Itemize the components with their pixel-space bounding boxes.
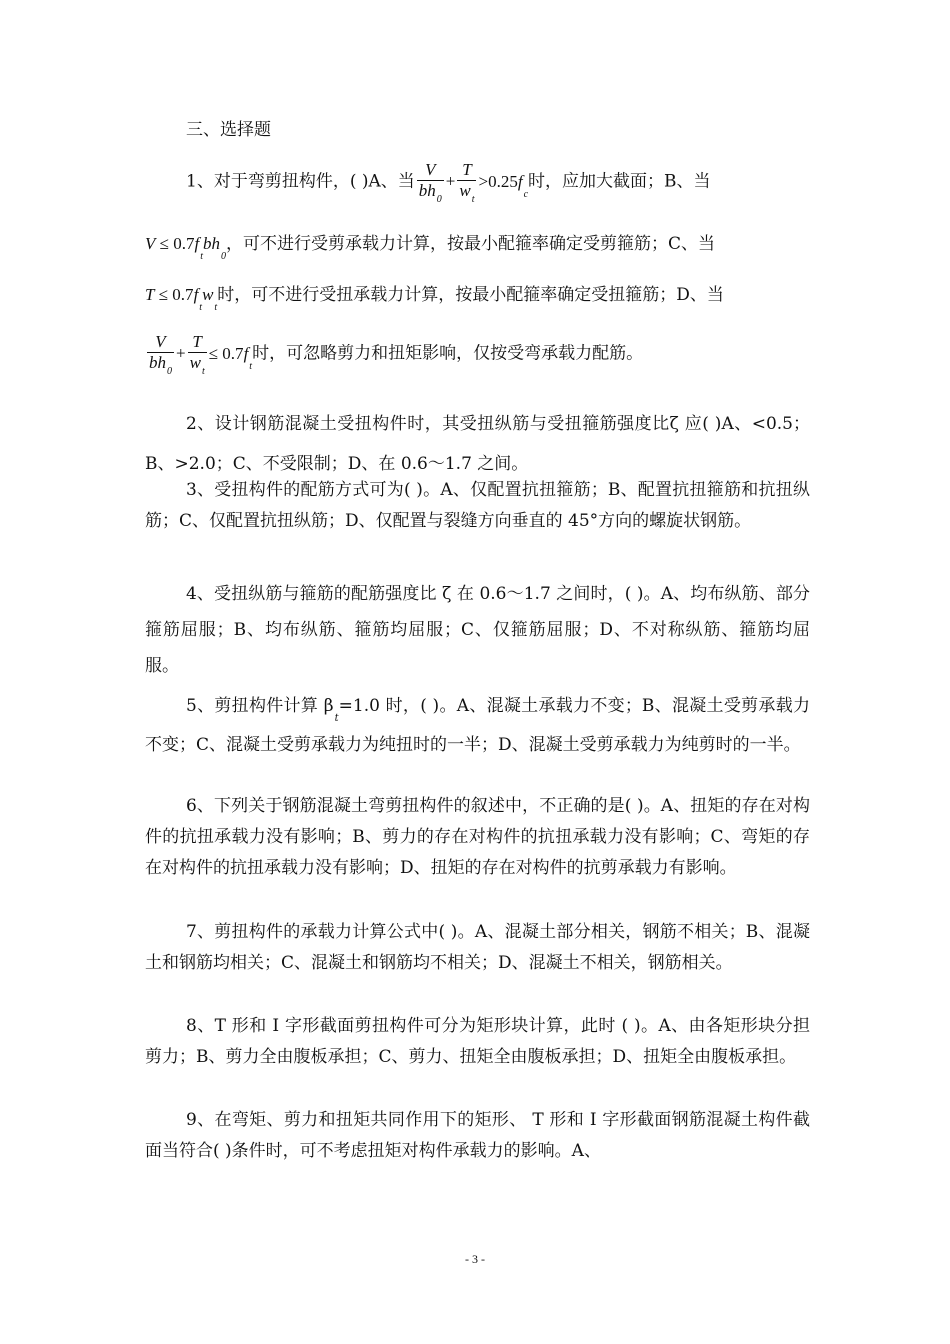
question-1-line-2 <box>145 228 715 262</box>
question-9: 9、在弯矩、剪力和扭矩共同作用下的矩形、 T 形和 I 字形截面钢筋混凝土构件截面当符合( )条件时，可不考虑扭矩对构件承载力的影响。A、 <box>145 1110 810 1161</box>
q1-text-line4: 时，可忽略剪力和扭矩影响，仅按受弯承载力配筋。 <box>252 343 644 364</box>
section-title: 三、选择题 <box>186 120 271 140</box>
q5-text-a: 5、剪扭构件计算 β <box>186 696 334 716</box>
q5-text-b: =1.0 时，( )。A、混凝土承载力不变；B、混凝土受剪承载力不变；C、混凝土受剪承载力为纯扭时的一半；D、混凝土受剪承载力为纯剪时的一半。 <box>145 696 810 755</box>
beta-subscript-t: t <box>334 713 339 724</box>
question-3: 3、受扭构件的配筋方式可为( )。A、仅配置抗扭箍筋；B、配置抗扭箍筋和抗扭纵筋；C、仅配置抗扭纵筋；D、仅配置与裂缝方向垂直的 45°方向的螺旋状钢筋。 <box>145 480 810 531</box>
question-4: 4、受扭纵筋与箍筋的配筋强度比 ζ 在 0.6～1.7 之间时，( )。A、均布纵筋、部分箍筋屈服；B、均布纵筋、箍筋均屈服；C、仅箍筋屈服；D、不对称纵筋、箍筋均屈服。 <box>145 584 810 676</box>
question-5 <box>145 688 810 763</box>
question-8: 8、T 形和 I 字形截面剪扭构件可分为矩形块计算，此时 ( )。A、由各矩形块分担剪力；B、剪力全由腹板承担；C、剪力、扭矩全由腹板承担；D、扭矩全由腹板承担。 <box>145 1016 810 1067</box>
question-1-line-4: $\frac{V}{bh_0}$ + $\frac{T}{w_t}$ ≤ $0.7f_t$时，可忽略剪力和扭矩影响，仅按受弯承载力配筋。 <box>149 332 644 377</box>
question-7: 7、剪扭构件的承载力计算公式中( )。A、混凝土部分相关，钢筋不相关；B、混凝土和钢筋均相关；C、混凝土和钢筋均不相关；D、混凝土不相关，钢筋相关。 <box>145 922 810 973</box>
q1-text-line2: ，可不进行受剪承载力计算，按最小配箍率确定受剪箍筋；C、当 <box>226 234 716 254</box>
q1-text-a: 1、对于弯剪扭构件，( )A、当 <box>186 171 415 192</box>
formula-t-le-07ftwt: $T \le 0.7f_tw_t$ <box>145 285 218 313</box>
question-6: 6、下列关于钢筋混凝土弯剪扭构件的叙述中，不正确的是( )。A、扭矩的存在对构件的抗扭承载力没有影响；B、剪力的存在对构件的抗扭承载力没有影响；C、弯矩的存在对构件的抗扭承载力没有影响；D、扭矩的存在对构件的抗剪承载力有影响。 <box>145 796 810 878</box>
formula-v-over-bh0: $\frac{V}{bh_0}$ <box>418 160 442 205</box>
formula-v-over-bh0-b: $\frac{V}{bh_0}$ <box>149 332 172 377</box>
question-1-line-1: 1、对于弯剪扭构件，( )A、当 $\frac{V}{bh_0}$ + $\frac{T}{w_t}$ $>0.25f_c$时，应加大截面；B、当 <box>186 160 711 205</box>
question-1-line-3 <box>145 279 724 313</box>
q1-text-b: 时，应加大截面；B、当 <box>528 171 711 192</box>
question-2: 2、设计钢筋混凝土受扭构件时，其受扭纵筋与受扭箍筋强度比ζ 应( )A、<0.5；B、>2.0；C、不受限制；D、在 0.6～1.7 之间。 <box>145 414 810 474</box>
page-number: - 3 - <box>465 1252 485 1266</box>
formula-v-le-07ftbh0: $V \le 0.7f_tbh_0$ <box>145 234 226 262</box>
formula-t-over-wt: $\frac{T}{w_t}$ <box>459 160 475 205</box>
formula-t-over-wt-b: $\frac{T}{w_t}$ <box>189 332 205 377</box>
q1-text-line3: 时，可不进行受扭承载力计算，按最小配箍率确定受扭箍筋；D、当 <box>217 285 724 305</box>
